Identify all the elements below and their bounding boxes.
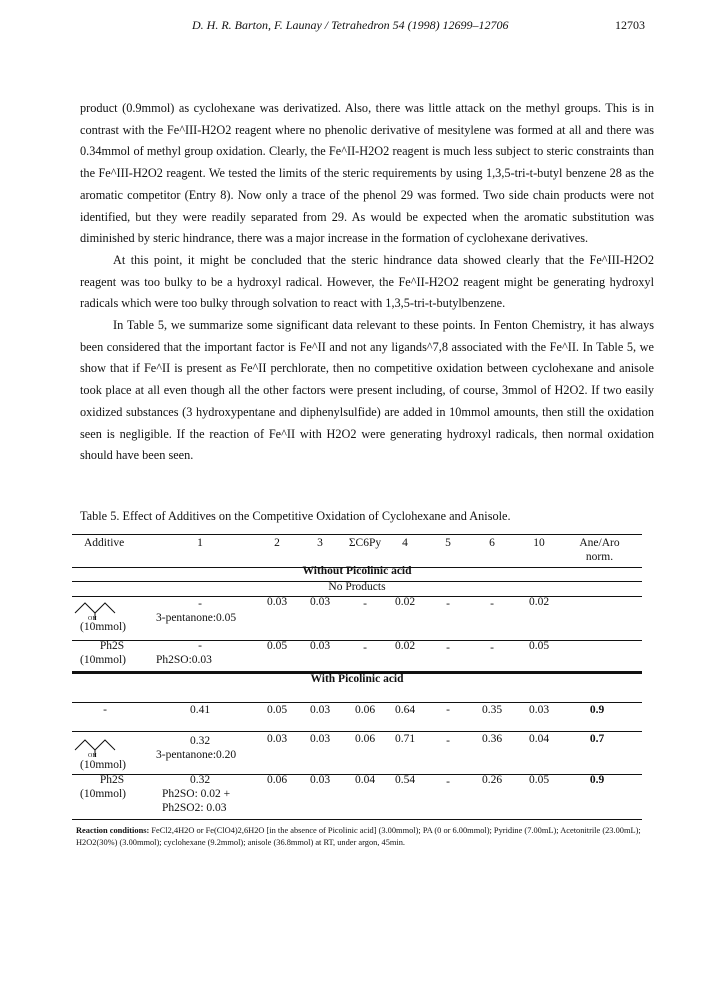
paragraph-1: product (0.9mmol) as cyclohexane was derivatized. Also, there was little attack on the methyl groups. This is in contrast with the Fe^III-H2O2 reagent where no phenolic derivative of mesitylene was formed at all and there was 0.34mmol of methyl group oxidation. Clearly, the Fe^II-H2O2 reagent is much less subject to steric constraints than the Fe^III-H2O2 reagent. We tested the limits of the steric requirements by using 1,3,5-tri-t-butyl benzene 28 as the aromatic competitor (Entry 8). Now only a trace of the phenol 29 was formed. Two side chain products were not identified, but they were readily separated from 29. As would be expected when the aromatic substitution was diminished by steric hindrance, there was a major increase in the formation of cyclohexane derivatives.	[80, 101, 654, 246]
row1-col-10: 0.05	[528, 640, 550, 652]
row3-col-3: 0.03	[309, 733, 331, 745]
paragraph-3: In Table 5, we summarize some significant data relevant to these points. In Fenton Chemistry, it has always been considered that the important factor is Fe^II and not any ligands^7,8 associated with the Fe^II. In Table 5, we show that if Fe^II is present as Fe^II perchlorate, then no competitive oxidation between cyclohexane and anisole took place at all even though all the other factors were present including, of course, 3mmol of H2O2. If two easily oxidized substances (3 hydroxypentane and diphenylsulfide) are added in 10mmol amounts, then still the oxidation seen is negligible. If the reaction of Fe^II with H2O2 were generating hydroxyl radicals, then normal oxidation should have been seen.	[80, 318, 654, 463]
row0-col-10: 0.02	[528, 596, 550, 608]
header-col-6: 6	[489, 537, 495, 549]
reaction-conditions-text: FeCl2,4H2O or Fe(ClO4)2,6H2O [in the absence of Picolinic acid] (3.00mmol); PA (0 or 6.00mmol); Pyridine (7.00mL); Acetonitrile (23.00mL); H2O2(30%) (3.00mmol); cyclohexane (9.2mmol); anisole (36.8mmol) at RT, under argon, 45min.	[76, 826, 641, 847]
row3-col-2: 0.03	[266, 733, 288, 745]
row4-additive: Ph2S	[99, 774, 125, 786]
row4-col-6: 0.26	[481, 774, 503, 786]
row0-col-5: -	[446, 598, 450, 610]
row0-col-3: 0.03	[309, 596, 331, 608]
row2-col-10: 0.03	[528, 704, 550, 716]
paragraph-2: At this point, it might be concluded that the steric hindrance data showed clearly that the Fe^III-H2O2 reagent was too bulky to be a hydroxyl radical. However, the Fe^II-H2O2 reagent might be generating hydroxyl radicals which were too bulky through solvation to react with 1,3,5-tri-t-butylbenzene.	[80, 252, 654, 311]
row3-col-4: 0.71	[394, 733, 416, 745]
row3-col-5: -	[446, 735, 450, 747]
header-col-c6py: ΣC6Py	[348, 537, 382, 549]
row1-col-6: -	[490, 642, 494, 654]
reaction-conditions-label: Reaction conditions:	[76, 826, 150, 835]
row4-col-3: 0.03	[309, 774, 331, 786]
row4-col-c6py: 0.04	[354, 774, 376, 786]
row1-col-1: -	[198, 640, 202, 652]
body-text	[80, 98, 654, 467]
row3-amount: (10mmol)	[80, 759, 126, 771]
row0-col-1: -	[198, 598, 202, 610]
journal-citation: D. H. R. Barton, F. Launay / Tetrahedron 54 (1998) 12699–12706	[192, 18, 509, 32]
section2-bottom-rule	[72, 702, 642, 703]
row0-col-4: 0.02	[394, 596, 416, 608]
header-ane-aro: Ane/Aro	[579, 537, 620, 549]
no-products-rule	[72, 596, 642, 597]
row4-col-1-note: Ph2SO: 0.02 +	[162, 788, 231, 800]
row0-col-2: 0.03	[266, 596, 288, 608]
header-col-3: 3	[317, 537, 323, 549]
3-hydroxypentane-structure	[72, 598, 122, 622]
row0-amount: (10mmol)	[80, 621, 126, 633]
row0-col-6: -	[490, 598, 494, 610]
row4-col-1-note2: Ph2SO2: 0.03	[162, 802, 227, 814]
oh-label: OH	[88, 616, 97, 622]
row3-col-6: 0.36	[481, 733, 503, 745]
row1-col-5: -	[446, 642, 450, 654]
header-norm: norm.	[585, 551, 614, 563]
row2-rule	[72, 731, 642, 732]
section-without-picolinic: Without Picolinic acid	[302, 565, 412, 577]
header-additive: Additive	[84, 537, 125, 549]
oh-label: OH	[88, 753, 97, 759]
running-header	[0, 18, 720, 38]
section-with-picolinic: With Picolinic acid	[310, 673, 404, 685]
row4-norm: 0.9	[589, 774, 605, 786]
row4-col-2: 0.06	[266, 774, 288, 786]
row4-col-5: -	[446, 776, 450, 788]
row1-amount: (10mmol)	[80, 654, 126, 666]
header-col-5: 5	[445, 537, 451, 549]
row3-norm: 0.7	[589, 733, 605, 745]
row2-col-6: 0.35	[481, 704, 503, 716]
row3-col-1-note: 3-pentanone:0.20	[156, 749, 237, 761]
row4-col-10: 0.05	[528, 774, 550, 786]
header-col-10: 10	[533, 537, 545, 549]
row3-col-10: 0.04	[528, 733, 550, 745]
table-bottom-rule	[72, 819, 642, 820]
row2-col-1: 0.41	[189, 704, 211, 716]
3-hydroxypentane-structure	[72, 735, 122, 759]
row2-col-4: 0.64	[394, 704, 416, 716]
header-col-4: 4	[402, 537, 408, 549]
row3-col-1: 0.32	[189, 735, 211, 747]
table-top-rule	[72, 534, 642, 535]
header-col-2: 2	[274, 537, 280, 549]
row4-col-1: 0.32	[189, 774, 211, 786]
row2-col-5: -	[446, 704, 450, 716]
table-caption: Table 5. Effect of Additives on the Competitive Oxidation of Cyclohexane and Anisole.	[80, 509, 511, 523]
row2-col-c6py: 0.06	[354, 704, 376, 716]
row2-col-2: 0.05	[266, 704, 288, 716]
row1-col-c6py: -	[363, 642, 367, 654]
row2-norm: 0.9	[589, 704, 605, 716]
row1-col-3: 0.03	[309, 640, 331, 652]
row1-col-2: 0.05	[266, 640, 288, 652]
page-number: 12703	[615, 18, 645, 32]
row0-col-c6py: -	[363, 598, 367, 610]
row0-rule	[72, 640, 642, 641]
row4-col-4: 0.54	[394, 774, 416, 786]
row1-col-1-note: Ph2SO:0.03	[156, 654, 212, 666]
reaction-conditions-note	[76, 825, 646, 849]
row3-col-c6py: 0.06	[354, 733, 376, 745]
row0-col-1-note: 3-pentanone:0.05	[156, 612, 237, 624]
no-products-label: No Products	[328, 581, 386, 593]
row4-amount: (10mmol)	[80, 788, 126, 800]
row1-col-4: 0.02	[394, 640, 416, 652]
header-col-1: 1	[197, 537, 203, 549]
row1-additive: Ph2S	[99, 640, 125, 652]
row2-col-3: 0.03	[309, 704, 331, 716]
row2-additive: -	[103, 704, 107, 716]
